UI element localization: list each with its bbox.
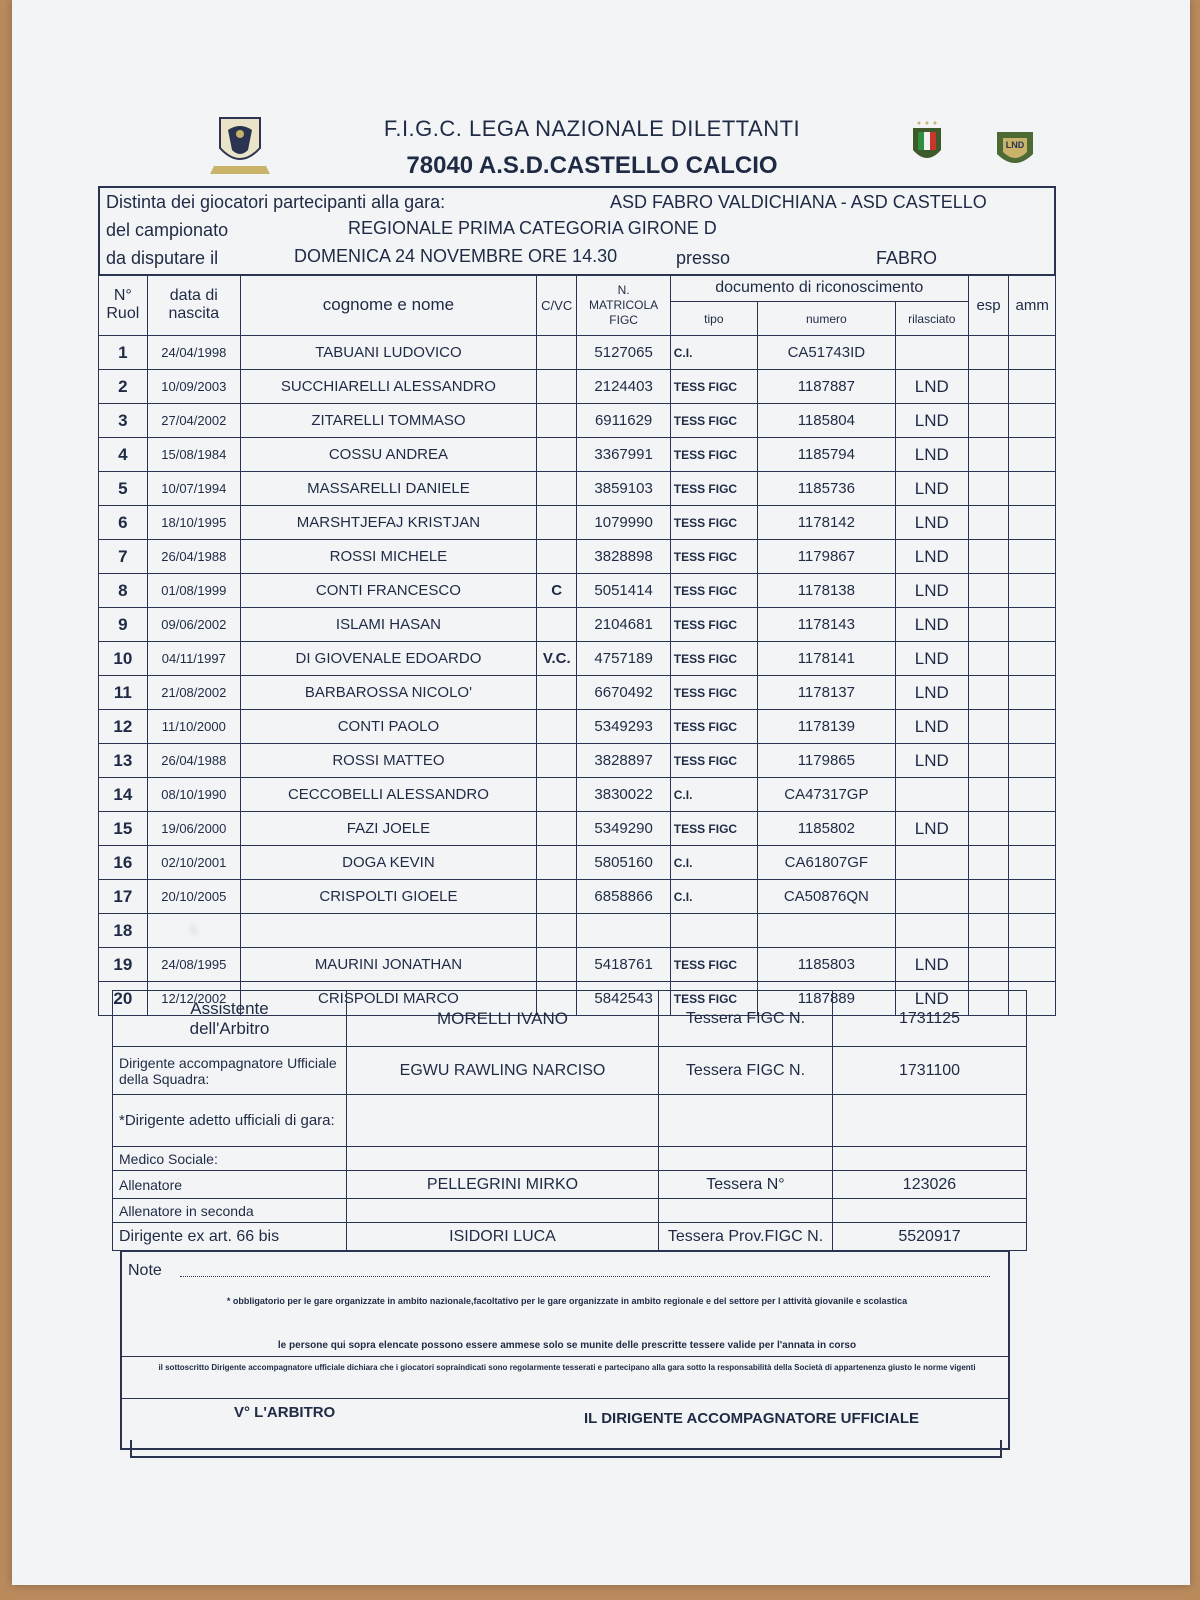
table-row (99, 608, 1056, 642)
player-name: DOGA KEVIN (240, 846, 536, 880)
table-row (99, 336, 1056, 370)
col-dob (147, 275, 240, 336)
player-esp (968, 846, 1009, 880)
player-esp (968, 778, 1009, 812)
player-matricola: 6911629 (577, 404, 670, 438)
table-row (99, 948, 1056, 982)
player-doc-rilasciato: LND (895, 676, 968, 710)
player-doc-tipo: C.I. (670, 778, 757, 812)
document-sheet (12, 0, 1190, 1585)
player-amm (1009, 506, 1056, 540)
player-matricola: 5051414 (577, 574, 670, 608)
player-doc-numero: 1185794 (757, 438, 895, 472)
addetto-value (347, 1095, 659, 1147)
player-matricola (577, 914, 670, 948)
player-doc-rilasciato: LND (895, 472, 968, 506)
col-tipo: tipo (670, 302, 757, 336)
player-name: FAZI JOELE (240, 812, 536, 846)
player-doc-numero: 1178137 (757, 676, 895, 710)
player-name: COSSU ANDREA (240, 438, 536, 472)
player-cvc (536, 438, 577, 472)
player-name: MASSARELLI DANIELE (240, 472, 536, 506)
medico-value (347, 1147, 659, 1171)
player-doc-tipo: TESS FIGC (670, 812, 757, 846)
assistant-tessera-num: 1731125 (833, 991, 1027, 1047)
player-doc-numero: 1178142 (757, 506, 895, 540)
player-doc-rilasciato: LND (895, 948, 968, 982)
player-doc-rilasciato: LND (895, 540, 968, 574)
player-number: 17 (99, 880, 148, 914)
player-amm (1009, 540, 1056, 574)
place-value: FABRO (876, 248, 938, 268)
player-cvc (536, 948, 577, 982)
player-dob: 02/10/2001 (147, 846, 240, 880)
player-number: 12 (99, 710, 148, 744)
player-esp (968, 540, 1009, 574)
player-amm (1009, 608, 1056, 642)
player-doc-rilasciato: LND (895, 404, 968, 438)
table-row (99, 506, 1056, 540)
addetto-tessera-label (659, 1095, 833, 1147)
player-cvc (536, 472, 577, 506)
art66-name: ISIDORI LUCA (347, 1223, 659, 1251)
lnd-shield (994, 128, 1036, 172)
player-dob: 26/04/1988 (147, 540, 240, 574)
player-doc-numero: 1187889 (757, 982, 895, 1016)
table-row (99, 846, 1056, 880)
lnd-logo-text: LND (1005, 140, 1025, 150)
player-dob: 08/10/1990 (147, 778, 240, 812)
player-dob: 01/08/1999 (147, 574, 240, 608)
date-label: da disputare il (106, 248, 219, 268)
table-row (99, 574, 1056, 608)
dirigente-signature-label: IL DIRIGENTE ACCOMPAGNATORE UFFICIALE (584, 1410, 920, 1427)
col-esp: esp (968, 275, 1009, 336)
player-cvc (536, 676, 577, 710)
player-doc-numero: CA61807GF (757, 846, 895, 880)
col-ruol-label: Ruol (106, 305, 140, 322)
player-dob: 10/09/2003 (147, 370, 240, 404)
art66-tessera-label: Tessera Prov.FIGC N. (659, 1223, 833, 1251)
player-doc-numero: 1187887 (757, 370, 895, 404)
player-esp (968, 472, 1009, 506)
player-doc-numero: 1185804 (757, 404, 895, 438)
player-matricola: 4757189 (577, 642, 670, 676)
player-amm (1009, 676, 1056, 710)
col-num (99, 275, 148, 336)
declaration: il sottoscritto Dirigente accompagnatore ufficiale dichiara che i giocatori sopraindicati sono regolarmente tesserati e partecipano alla gara sotto la responsabilità della Società di appartenenza giusto le norme vigenti (158, 1363, 976, 1372)
player-doc-tipo: C.I. (670, 880, 757, 914)
player-doc-numero: 1185736 (757, 472, 895, 506)
player-doc-tipo: TESS FIGC (670, 948, 757, 982)
player-number: 15 (99, 812, 148, 846)
player-name: SUCCHIARELLI ALESSANDRO (240, 370, 536, 404)
player-doc-tipo: TESS FIGC (670, 370, 757, 404)
player-cvc (536, 540, 577, 574)
player-matricola: 5842543 (577, 982, 670, 1016)
document-header (12, 0, 1190, 188)
player-esp (968, 812, 1009, 846)
col-document: documento di riconoscimento (670, 275, 968, 302)
player-doc-tipo: TESS FIGC (670, 710, 757, 744)
table-row (99, 914, 1056, 948)
club-title: 78040 A.S.D.CASTELLO CALCIO (406, 152, 778, 179)
player-cvc: V.C. (536, 642, 577, 676)
table-row (99, 540, 1056, 574)
player-number: 16 (99, 846, 148, 880)
player-esp (968, 948, 1009, 982)
player-amm (1009, 438, 1056, 472)
player-number: 1 (99, 336, 148, 370)
player-esp (968, 404, 1009, 438)
player-dob: 24/08/1995 (147, 948, 240, 982)
col-amm: amm (1009, 275, 1056, 336)
player-dob: 19/06/2000 (147, 812, 240, 846)
player-name: ROSSI MICHELE (240, 540, 536, 574)
col-dob-label-2: nascita (168, 305, 220, 322)
allenatore-name: PELLEGRINI MIRKO (347, 1171, 659, 1199)
seconda-tessera-num (833, 1199, 1027, 1223)
player-number: 8 (99, 574, 148, 608)
player-esp (968, 710, 1009, 744)
player-doc-rilasciato: LND (895, 642, 968, 676)
table-row (99, 642, 1056, 676)
player-dob: 27/04/2002 (147, 404, 240, 438)
players-table (98, 274, 1056, 1016)
player-matricola: 3828897 (577, 744, 670, 778)
player-doc-numero: 1185802 (757, 812, 895, 846)
player-matricola: 2104681 (577, 608, 670, 642)
player-amm (1009, 880, 1056, 914)
player-amm (1009, 948, 1056, 982)
dirigente-tessera-num: 1731100 (833, 1047, 1027, 1095)
table-row (99, 404, 1056, 438)
player-name: DI GIOVENALE EDOARDO (240, 642, 536, 676)
player-name: CRISPOLDI MARCO (240, 982, 536, 1016)
col-cvc: C/VC (536, 275, 577, 336)
player-doc-rilasciato (895, 914, 968, 948)
table-row (99, 370, 1056, 404)
table-row (99, 778, 1056, 812)
player-cvc (536, 506, 577, 540)
player-dob: 21/08/2002 (147, 676, 240, 710)
table-row (99, 812, 1056, 846)
player-doc-tipo: TESS FIGC (670, 642, 757, 676)
player-name: CONTI PAOLO (240, 710, 536, 744)
player-dob: 5 (147, 914, 240, 948)
player-name (240, 914, 536, 948)
footnote: * obbligatorio per le gare organizzate in ambito nazionale,facoltativo per le gare organizzate in ambito regionale e del settore per l attività giovanile e scolastica (226, 1296, 908, 1306)
player-doc-rilasciato: LND (895, 710, 968, 744)
player-doc-tipo: TESS FIGC (670, 438, 757, 472)
player-number: 7 (99, 540, 148, 574)
player-doc-tipo: TESS FIGC (670, 472, 757, 506)
players-body (99, 336, 1056, 1016)
art66-tessera-num: 5520917 (833, 1223, 1027, 1251)
player-number: 4 (99, 438, 148, 472)
player-doc-numero: 1179867 (757, 540, 895, 574)
player-dob: 15/08/1984 (147, 438, 240, 472)
player-doc-tipo: TESS FIGC (670, 676, 757, 710)
player-number: 3 (99, 404, 148, 438)
table-row (99, 472, 1056, 506)
player-name: CRISPOLTI GIOELE (240, 880, 536, 914)
table-row (99, 744, 1056, 778)
player-matricola: 6670492 (577, 676, 670, 710)
player-cvc (536, 880, 577, 914)
player-doc-rilasciato: LND (895, 506, 968, 540)
player-cvc (536, 710, 577, 744)
player-cvc (536, 846, 577, 880)
player-name: TABUANI LUDOVICO (240, 336, 536, 370)
player-cvc: C (536, 574, 577, 608)
player-amm (1009, 846, 1056, 880)
table-row (99, 438, 1056, 472)
player-dob: 09/06/2002 (147, 608, 240, 642)
allenatore-tessera-label: Tessera N° (659, 1171, 833, 1199)
player-amm (1009, 744, 1056, 778)
table-row (99, 880, 1056, 914)
player-doc-rilasciato: LND (895, 438, 968, 472)
player-doc-rilasciato: LND (895, 812, 968, 846)
player-cvc (536, 336, 577, 370)
player-doc-numero: 1178139 (757, 710, 895, 744)
player-matricola: 5418761 (577, 948, 670, 982)
player-esp (968, 676, 1009, 710)
player-esp (968, 438, 1009, 472)
player-matricola: 3828898 (577, 540, 670, 574)
player-number: 10 (99, 642, 148, 676)
player-amm (1009, 574, 1056, 608)
player-doc-tipo: TESS FIGC (670, 982, 757, 1016)
match-info-box (98, 186, 1056, 276)
federation-title: F.I.G.C. LEGA NAZIONALE DILETTANTI (383, 116, 801, 141)
player-doc-numero: CA51743ID (757, 336, 895, 370)
player-name: ISLAMI HASAN (240, 608, 536, 642)
addetto-tessera-num (833, 1095, 1027, 1147)
player-number: 13 (99, 744, 148, 778)
player-esp (968, 336, 1009, 370)
staff-table (112, 990, 1027, 1251)
assistant-tessera-label: Tessera FIGC N. (659, 991, 833, 1047)
player-name: MAURINI JONATHAN (240, 948, 536, 982)
match-label: Distinta dei giocatori partecipanti alla gara: (106, 192, 446, 212)
player-doc-rilasciato: LND (895, 744, 968, 778)
player-matricola: 1079990 (577, 506, 670, 540)
seconda-value (347, 1199, 659, 1223)
figc-shield-icon (910, 120, 944, 166)
player-doc-rilasciato (895, 778, 968, 812)
player-esp (968, 744, 1009, 778)
player-name: ZITARELLI TOMMASO (240, 404, 536, 438)
player-matricola: 3830022 (577, 778, 670, 812)
player-amm (1009, 778, 1056, 812)
medico-tessera-label (659, 1147, 833, 1171)
player-number: 6 (99, 506, 148, 540)
medico-label: Medico Sociale: (113, 1147, 347, 1171)
player-number: 9 (99, 608, 148, 642)
player-esp (968, 642, 1009, 676)
place-label: presso (676, 248, 731, 268)
player-name: CONTI FRANCESCO (240, 574, 536, 608)
notes-box (120, 1250, 1010, 1450)
player-number: 14 (99, 778, 148, 812)
col-rilasciato: rilasciato (895, 302, 968, 336)
player-esp (968, 880, 1009, 914)
player-cvc (536, 914, 577, 948)
seconda-tessera-label (659, 1199, 833, 1223)
player-amm (1009, 710, 1056, 744)
player-cvc (536, 608, 577, 642)
col-matr-label-2: MATRICOLA (589, 297, 659, 312)
divider (122, 1398, 1008, 1399)
note-dotted-line (180, 1276, 990, 1277)
championship-label: del campionato (106, 220, 229, 240)
player-doc-tipo: C.I. (670, 336, 757, 370)
dirigente-name: EGWU RAWLING NARCISO (347, 1047, 659, 1095)
player-doc-tipo: TESS FIGC (670, 404, 757, 438)
player-doc-tipo (670, 914, 757, 948)
player-cvc (536, 744, 577, 778)
assistant-name: MORELLI IVANO (347, 991, 659, 1047)
player-name: MARSHTJEFAJ KRISTJAN (240, 506, 536, 540)
note-label: Note (128, 1262, 162, 1279)
player-doc-tipo: TESS FIGC (670, 540, 757, 574)
player-matricola: 5805160 (577, 846, 670, 880)
date-value: DOMENICA 24 NOVEMBRE ORE 14.30 (294, 246, 618, 266)
player-dob: 26/04/1988 (147, 744, 240, 778)
seconda-label: Allenatore in seconda (113, 1199, 347, 1223)
player-esp (968, 370, 1009, 404)
col-numero: numero (757, 302, 895, 336)
player-matricola: 3367991 (577, 438, 670, 472)
player-number: 19 (99, 948, 148, 982)
player-matricola: 5349290 (577, 812, 670, 846)
allenatore-label: Allenatore (113, 1171, 347, 1199)
player-amm (1009, 642, 1056, 676)
assistant-label-1: Assistente (190, 998, 269, 1018)
player-amm (1009, 472, 1056, 506)
player-name: CECCOBELLI ALESSANDRO (240, 778, 536, 812)
player-matricola: 6858866 (577, 880, 670, 914)
divider (122, 1356, 1008, 1357)
assistant-label (113, 991, 347, 1047)
col-name: cognome e nome (240, 275, 536, 336)
player-doc-numero: 1178138 (757, 574, 895, 608)
table-row (99, 676, 1056, 710)
player-matricola: 3859103 (577, 472, 670, 506)
player-doc-numero: 1185803 (757, 948, 895, 982)
addetto-label: *Dirigente adetto ufficiali di gara: (113, 1095, 347, 1147)
player-matricola: 5127065 (577, 336, 670, 370)
bottom-border (130, 1440, 1002, 1458)
player-number: 18 (99, 914, 148, 948)
player-doc-rilasciato: LND (895, 574, 968, 608)
player-esp (968, 506, 1009, 540)
lnd-shield-icon (994, 128, 1036, 172)
player-name: ROSSI MATTEO (240, 744, 536, 778)
player-doc-numero (757, 914, 895, 948)
player-cvc (536, 812, 577, 846)
assistant-label-2: dell'Arbitro (189, 1018, 270, 1038)
player-name: BARBAROSSA NICOLO' (240, 676, 536, 710)
player-amm (1009, 404, 1056, 438)
player-doc-numero: 1178141 (757, 642, 895, 676)
player-doc-rilasciato (895, 880, 968, 914)
dirigente-tessera-label: Tessera FIGC N. (659, 1047, 833, 1095)
player-amm (1009, 336, 1056, 370)
player-cvc (536, 778, 577, 812)
persons-note: le persone qui sopra elencate possono essere ammese solo se munite delle prescritte tessere valide per l'annata in corso (277, 1340, 857, 1351)
championship-value: REGIONALE PRIMA CATEGORIA GIRONE D (348, 218, 717, 238)
player-number: 11 (99, 676, 148, 710)
player-cvc (536, 370, 577, 404)
col-matricola (577, 275, 670, 336)
player-doc-tipo: TESS FIGC (670, 608, 757, 642)
player-amm (1009, 370, 1056, 404)
player-dob: 20/10/2005 (147, 880, 240, 914)
player-matricola: 2124403 (577, 370, 670, 404)
dirigente-label: Dirigente accompagnatore Ufficiale della Squadra: (113, 1047, 347, 1095)
col-matr-label-1: N. (617, 282, 630, 297)
player-cvc (536, 404, 577, 438)
allenatore-tessera-num: 123026 (833, 1171, 1027, 1199)
col-matr-label-3: FIGC (609, 312, 638, 327)
player-doc-rilasciato: LND (895, 370, 968, 404)
col-num-label: N° (113, 287, 132, 304)
player-doc-tipo: C.I. (670, 846, 757, 880)
player-number: 20 (99, 982, 148, 1016)
player-doc-rilasciato: LND (895, 608, 968, 642)
player-doc-numero: CA47317GP (757, 778, 895, 812)
player-dob: 12/12/2002 (147, 982, 240, 1016)
table-row (99, 710, 1056, 744)
player-doc-tipo: TESS FIGC (670, 744, 757, 778)
medico-tessera-num (833, 1147, 1027, 1171)
player-doc-rilasciato (895, 336, 968, 370)
player-matricola: 5349293 (577, 710, 670, 744)
referee-signature-label: V° L'ARBITRO (234, 1404, 336, 1421)
player-doc-numero: 1178143 (757, 608, 895, 642)
player-dob: 04/11/1997 (147, 642, 240, 676)
player-esp (968, 914, 1009, 948)
player-dob: 11/10/2000 (147, 710, 240, 744)
player-doc-tipo: TESS FIGC (670, 506, 757, 540)
player-esp (968, 574, 1009, 608)
player-dob: 10/07/1994 (147, 472, 240, 506)
player-doc-numero: 1179865 (757, 744, 895, 778)
club-crest-icon (202, 112, 278, 182)
player-number: 5 (99, 472, 148, 506)
match-value: ASD FABRO VALDICHIANA - ASD CASTELLO (610, 192, 987, 212)
player-amm (1009, 914, 1056, 948)
art66-label: Dirigente ex art. 66 bis (113, 1223, 347, 1251)
player-dob: 24/04/1998 (147, 336, 240, 370)
col-dob-label-1: data di (169, 287, 218, 304)
player-amm (1009, 812, 1056, 846)
player-doc-rilasciato (895, 846, 968, 880)
player-esp (968, 608, 1009, 642)
player-dob: 18/10/1995 (147, 506, 240, 540)
player-doc-tipo: TESS FIGC (670, 574, 757, 608)
player-doc-rilasciato: LND (895, 982, 968, 1016)
player-number: 2 (99, 370, 148, 404)
player-doc-numero: CA50876QN (757, 880, 895, 914)
